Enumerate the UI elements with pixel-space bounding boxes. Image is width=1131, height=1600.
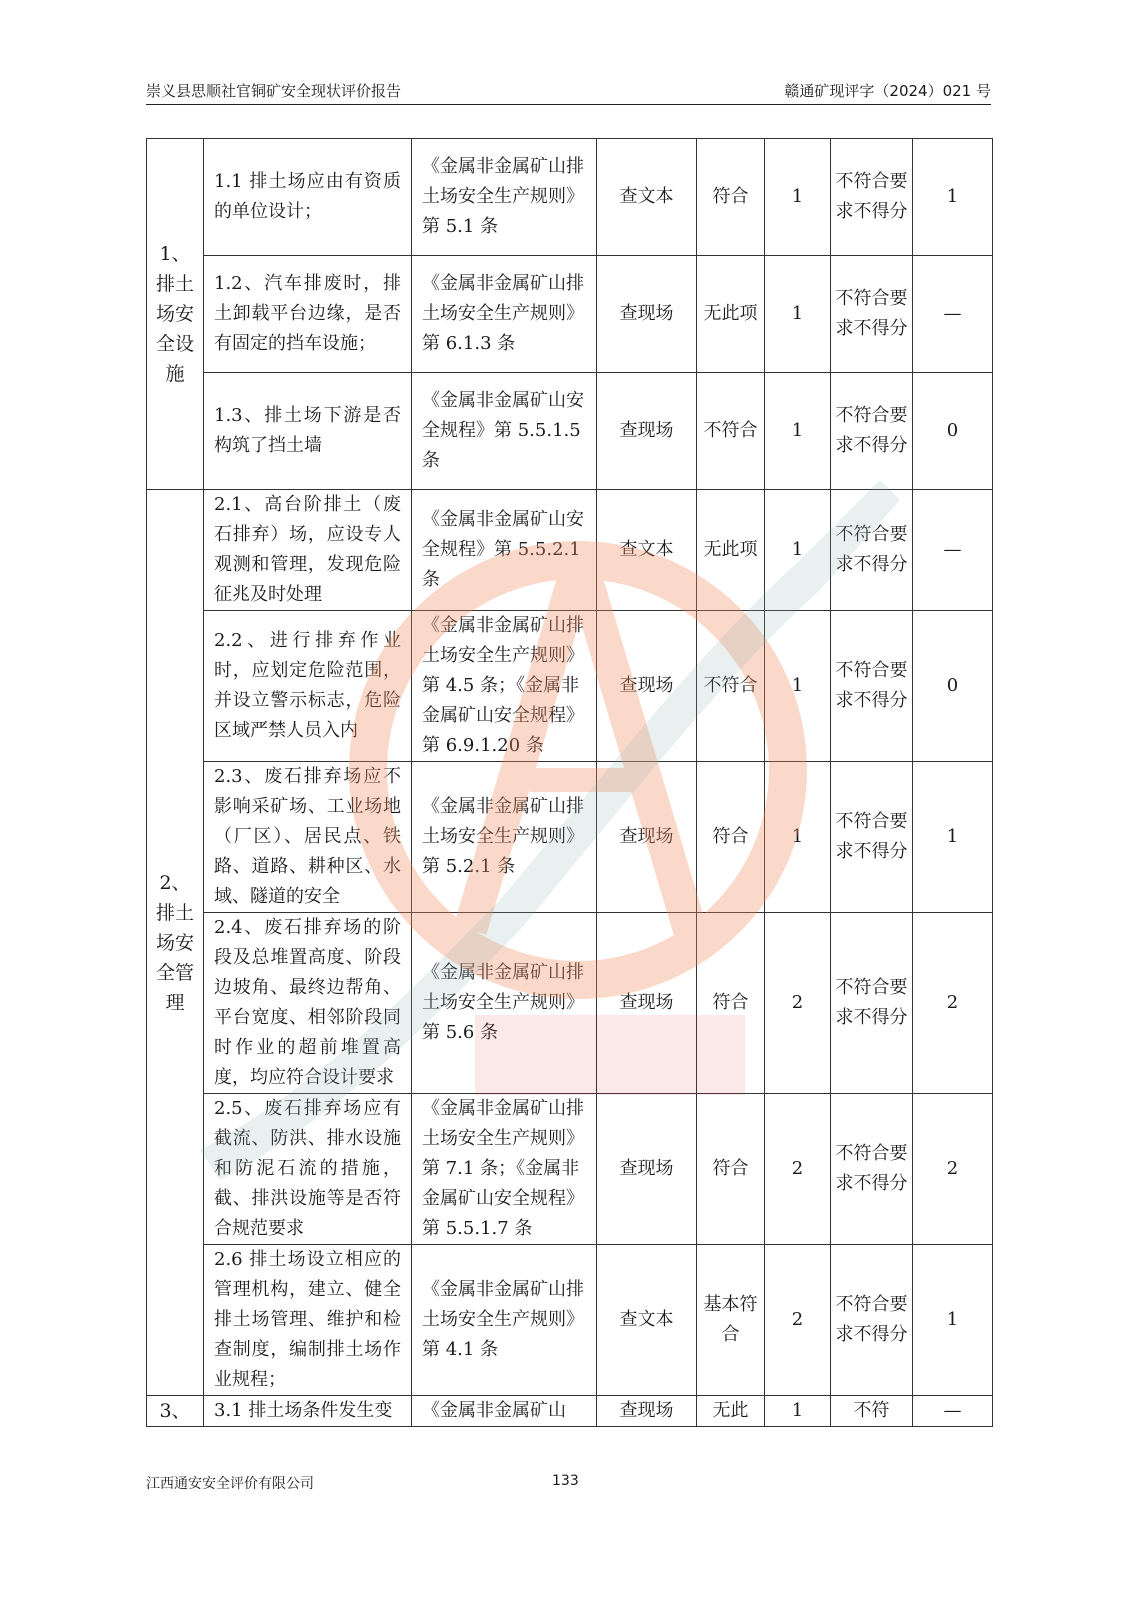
actual-score-cell: 2: [913, 1094, 993, 1245]
basis-cell: 《金属非金属矿山安全规程》第 5.5.1.5 条: [412, 373, 597, 490]
page-footer: [146, 1473, 991, 1497]
actual-score-cell: 1: [913, 1245, 993, 1396]
table-row: [147, 611, 993, 762]
table-row: [147, 490, 993, 611]
actual-score-cell: 2: [913, 913, 993, 1094]
basis-cell: 《金属非金属矿山: [412, 1396, 597, 1427]
table-row: [147, 1094, 993, 1245]
requirement-cell: 1.2、汽车排废时，排土卸载平台边缘，是否有固定的挡车设施；: [204, 256, 412, 373]
basis-cell: 《金属非金属矿山排土场安全生产规则》第 5.1 条: [412, 139, 597, 256]
table-row: [147, 1245, 993, 1396]
result-cell: 符合: [697, 139, 765, 256]
method-cell: 查现场: [597, 1094, 697, 1245]
deduction-cell: 不符合要求不得分: [831, 139, 913, 256]
deduction-cell: 不符合要求不得分: [831, 611, 913, 762]
score-cell: 2: [765, 1094, 831, 1245]
method-cell: 查文本: [597, 1245, 697, 1396]
method-cell: 查现场: [597, 373, 697, 490]
group-cell: 2、排土场安全管理: [147, 490, 204, 1396]
basis-cell: 《金属非金属矿山排土场安全生产规则》第 4.5 条；《金属非金属矿山安全规程》第 6.9.1.20 条: [412, 611, 597, 762]
actual-score-cell: 1: [913, 762, 993, 913]
basis-cell: 《金属非金属矿山排土场安全生产规则》第 5.6 条: [412, 913, 597, 1094]
result-cell: 无此: [697, 1396, 765, 1427]
requirement-cell: 2.5、废石排弃场应有截流、防洪、排水设施和防泥石流的措施，截、排洪设施等是否符合规范要求: [204, 1094, 412, 1245]
method-cell: 查现场: [597, 1396, 697, 1427]
requirement-cell: 3.1 排土场条件发生变: [204, 1396, 412, 1427]
result-cell: 无此项: [697, 490, 765, 611]
method-cell: 查现场: [597, 913, 697, 1094]
score-cell: 1: [765, 490, 831, 611]
actual-score-cell: 1: [913, 139, 993, 256]
report-number: 赣通矿现评字（2024）021 号: [784, 82, 991, 100]
basis-cell: 《金属非金属矿山排土场安全生产规则》第 7.1 条；《金属非金属矿山安全规程》第 5.5.1.7 条: [412, 1094, 597, 1245]
deduction-cell: 不符合要求不得分: [831, 256, 913, 373]
group-cell: 3、: [147, 1396, 204, 1427]
method-cell: 查现场: [597, 762, 697, 913]
result-cell: 符合: [697, 762, 765, 913]
actual-score-cell: 0: [913, 373, 993, 490]
actual-score-cell: —: [913, 256, 993, 373]
basis-cell: 《金属非金属矿山安全规程》第 5.5.2.1 条: [412, 490, 597, 611]
result-cell: 符合: [697, 1094, 765, 1245]
requirement-cell: 2.1、高台阶排土（废石排弃）场，应设专人观测和管理，发现危险征兆及时处理: [204, 490, 412, 611]
table-row: [147, 762, 993, 913]
deduction-cell: 不符合要求不得分: [831, 1245, 913, 1396]
basis-cell: 《金属非金属矿山排土场安全生产规则》第 5.2.1 条: [412, 762, 597, 913]
deduction-cell: 不符合要求不得分: [831, 373, 913, 490]
table-row: [147, 139, 993, 256]
score-cell: 1: [765, 1396, 831, 1427]
score-cell: 1: [765, 611, 831, 762]
actual-score-cell: 0: [913, 611, 993, 762]
evaluation-table: [146, 138, 993, 1427]
score-cell: 2: [765, 1245, 831, 1396]
table-row: [147, 256, 993, 373]
basis-cell: 《金属非金属矿山排土场安全生产规则》第 4.1 条: [412, 1245, 597, 1396]
requirement-cell: 2.4、废石排弃场的阶段及总堆置高度、阶段边坡角、最终边帮角、平台宽度、相邻阶段同时作业的超前堆置高度，均应符合设计要求: [204, 913, 412, 1094]
score-cell: 1: [765, 256, 831, 373]
report-title: 崇义县思顺社官铜矿安全现状评价报告: [146, 82, 402, 100]
deduction-cell: 不符合要求不得分: [831, 490, 913, 611]
score-cell: 2: [765, 913, 831, 1094]
table-row: [147, 373, 993, 490]
method-cell: 查文本: [597, 490, 697, 611]
requirement-cell: 1.1 排土场应由有资质的单位设计；: [204, 139, 412, 256]
result-cell: 不符合: [697, 373, 765, 490]
requirement-cell: 2.6 排土场设立相应的管理机构，建立、健全排土场管理、维护和检查制度，编制排土场作业规程；: [204, 1245, 412, 1396]
result-cell: 无此项: [697, 256, 765, 373]
actual-score-cell: —: [913, 1396, 993, 1427]
method-cell: 查现场: [597, 611, 697, 762]
table-row: [147, 913, 993, 1094]
result-cell: 符合: [697, 913, 765, 1094]
group-cell: 1、排土场安全设施: [147, 139, 204, 490]
requirement-cell: 2.2、进行排弃作业时，应划定危险范围，并设立警示标志，危险区域严禁人员入内: [204, 611, 412, 762]
deduction-cell: 不符合要求不得分: [831, 1094, 913, 1245]
basis-cell: 《金属非金属矿山排土场安全生产规则》第 6.1.3 条: [412, 256, 597, 373]
footer-company: 江西通安安全评价有限公司: [146, 1476, 314, 1492]
page-header: [146, 78, 991, 105]
result-cell: 不符合: [697, 611, 765, 762]
method-cell: 查现场: [597, 256, 697, 373]
requirement-cell: 1.3、排土场下游是否构筑了挡土墙: [204, 373, 412, 490]
score-cell: 1: [765, 373, 831, 490]
deduction-cell: 不符: [831, 1396, 913, 1427]
table-row: [147, 1396, 993, 1427]
result-cell: 基本符合: [697, 1245, 765, 1396]
actual-score-cell: —: [913, 490, 993, 611]
requirement-cell: 2.3、废石排弃场应不影响采矿场、工业场地（厂区）、居民点、铁路、道路、耕种区、水域、隧道的安全: [204, 762, 412, 913]
score-cell: 1: [765, 139, 831, 256]
page-number: 133: [552, 1473, 579, 1489]
deduction-cell: 不符合要求不得分: [831, 762, 913, 913]
method-cell: 查文本: [597, 139, 697, 256]
score-cell: 1: [765, 762, 831, 913]
deduction-cell: 不符合要求不得分: [831, 913, 913, 1094]
